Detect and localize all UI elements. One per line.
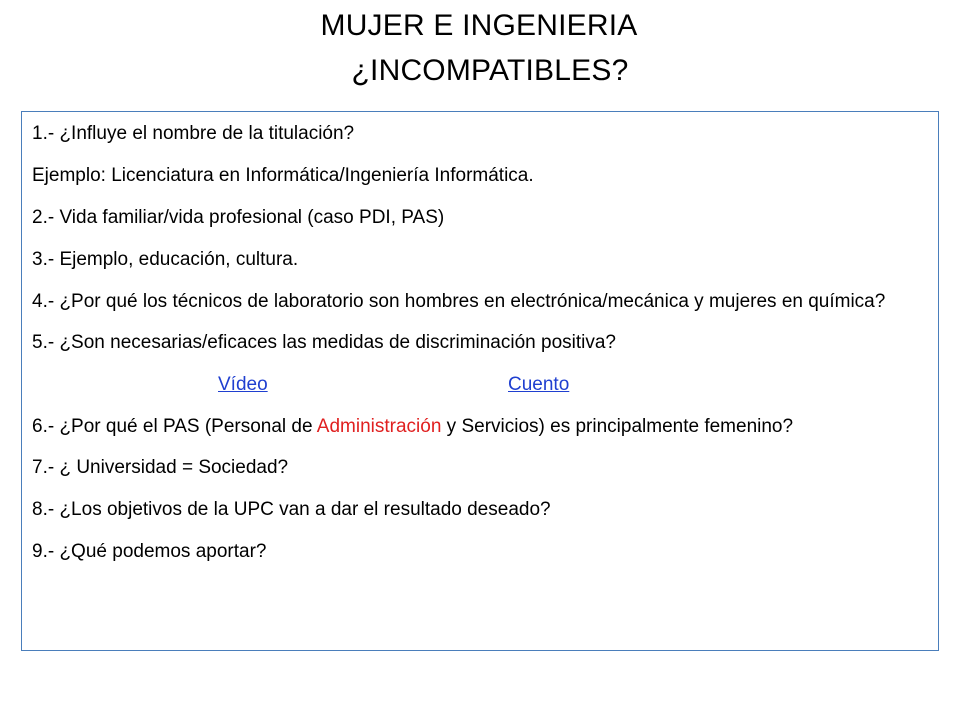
links-row <box>32 372 928 397</box>
content-box <box>21 111 939 651</box>
question-9: 9.- ¿Qué podemos aportar? <box>32 541 267 562</box>
example-line: Ejemplo: Licenciatura en Informática/Ingeniería Informática. <box>32 165 534 186</box>
question-6 <box>32 414 928 439</box>
question-6-highlight: Administración <box>316 416 442 437</box>
question-7: 7.- ¿ Universidad = Sociedad? <box>32 457 289 478</box>
video-link[interactable]: Vídeo <box>218 374 268 395</box>
cuento-link[interactable]: Cuento <box>508 374 570 395</box>
slide-title <box>0 8 960 89</box>
question-6-end: y Servicios) es principalmente femenino? <box>441 416 794 437</box>
question-3: 3.- Ejemplo, educación, cultura. <box>32 249 299 270</box>
question-8: 8.- ¿Los objetivos de la UPC van a dar el resultado deseado? <box>32 499 551 520</box>
title-line-1: MUJER E INGENIERIA <box>320 9 638 42</box>
question-1: 1.- ¿Influye el nombre de la titulación? <box>32 123 355 144</box>
title-line-2: ¿INCOMPATIBLES? <box>351 54 629 87</box>
question-6-start: 6.- ¿Por qué el PAS (Personal de <box>32 416 317 437</box>
question-2: 2.- Vida familiar/vida profesional (caso PDI, PAS) <box>32 207 445 228</box>
question-4: 4.- ¿Por qué los técnicos de laboratorio son hombres en electrónica/mecánica y mujeres en química? <box>32 291 886 312</box>
question-5: 5.- ¿Son necesarias/eficaces las medidas de discriminación positiva? <box>32 332 616 353</box>
